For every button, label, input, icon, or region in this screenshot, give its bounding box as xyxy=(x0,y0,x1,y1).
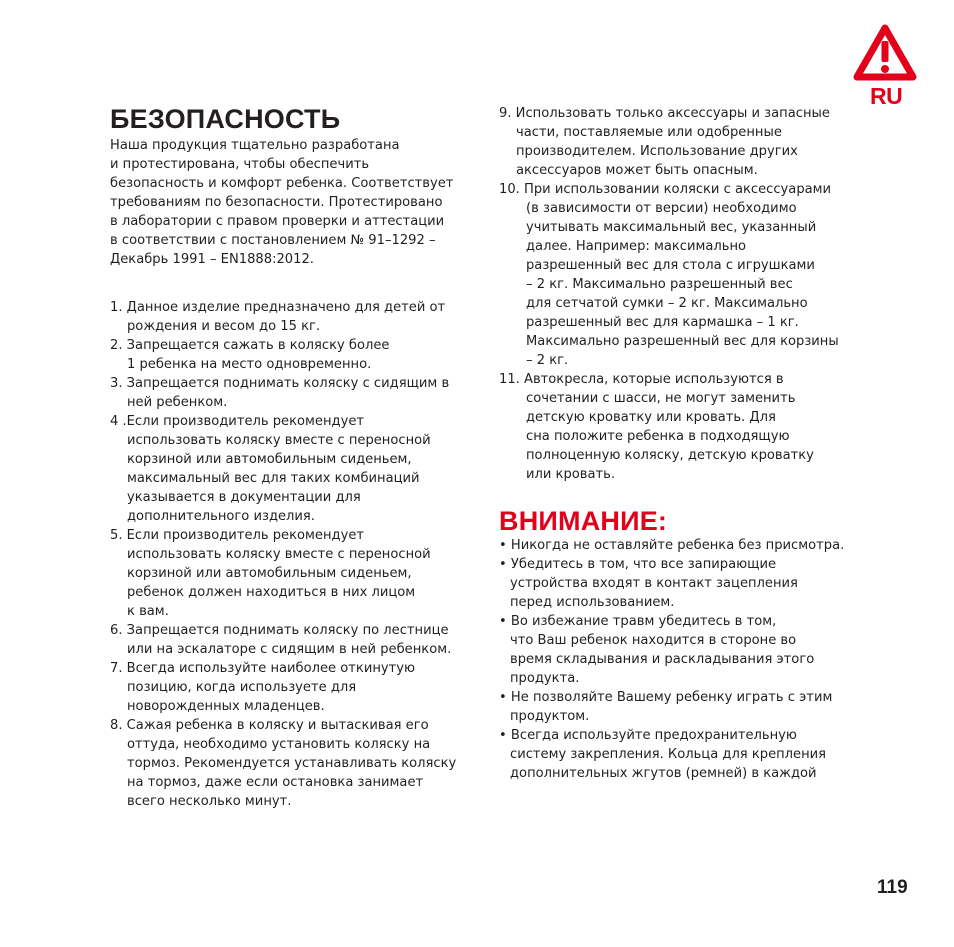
warning-text: продукта. xyxy=(510,671,580,686)
item-text: всего несколько минут. xyxy=(127,794,292,809)
item-text: корзиной или автомобильным сиденьем, xyxy=(127,452,412,467)
warning-triangle-icon xyxy=(852,22,918,84)
bullet-dot: • xyxy=(499,690,507,705)
safety-item xyxy=(110,298,470,336)
item-text: корзиной или автомобильным сиденьем, xyxy=(127,566,412,581)
safety-item xyxy=(110,412,470,526)
item-text: рождения и весом до 15 кг. xyxy=(127,319,321,334)
safety-item xyxy=(110,336,470,374)
safety-item xyxy=(499,370,864,484)
safety-item-first-line xyxy=(110,659,470,678)
warning-title: ВНИМАНИЕ: xyxy=(499,506,668,536)
item-text: Сажая ребенка в коляску и вытаскивая его xyxy=(126,718,429,733)
safety-item xyxy=(499,180,864,370)
item-text: тормоз. Рекомендуется устанавливать коляску xyxy=(127,756,457,771)
item-text: Максимально разрешенный вес для корзины xyxy=(526,334,839,349)
warning-text: перед использованием. xyxy=(510,595,675,610)
warning-text: что Ваш ребенок находится в стороне во xyxy=(510,633,797,648)
item-text: использовать коляску вместе с переносной xyxy=(127,433,431,448)
warning-list xyxy=(499,536,864,783)
bullet-dot: • xyxy=(499,728,507,743)
bullet-dot: • xyxy=(499,614,507,629)
safety-item-first-line xyxy=(499,370,864,389)
item-text: оттуда, необходимо установить коляску на xyxy=(127,737,431,752)
item-text: максимальный вес для таких комбинаций xyxy=(127,471,420,486)
item-text: разрешенный вес для кармашка – 1 кг. xyxy=(526,315,799,330)
item-number: 10. xyxy=(499,182,524,197)
item-text: ребенок должен находиться в них лицом xyxy=(127,585,416,600)
warning-item-first-line xyxy=(499,726,864,745)
warning-text: дополнительных жгутов (ремней) в каждой xyxy=(510,766,817,781)
item-text: или на эскалаторе с сидящим в ней ребенком. xyxy=(127,642,452,657)
safety-item-first-line xyxy=(499,180,864,199)
item-text: Запрещается поднимать коляску по лестнице xyxy=(126,623,449,638)
safety-item xyxy=(110,374,470,412)
safety-item xyxy=(110,716,470,811)
item-text: 1 ребенка на место одновременно. xyxy=(127,357,372,372)
safety-item xyxy=(499,104,864,180)
safety-list-left xyxy=(110,298,470,811)
bullet-dot: • xyxy=(499,538,507,553)
item-text: к вам. xyxy=(127,604,169,619)
item-number: 8. xyxy=(110,718,127,733)
safety-item xyxy=(110,621,470,659)
intro-line: Наша продукция тщательно разработана xyxy=(110,138,400,153)
warning-item xyxy=(499,726,864,783)
item-text: Использовать только аксессуары и запасные xyxy=(515,106,830,121)
safety-item xyxy=(110,659,470,716)
item-text: указывается в документации для xyxy=(127,490,361,505)
safety-intro xyxy=(110,136,470,269)
item-text: дополнительного изделия. xyxy=(127,509,315,524)
safety-item-first-line xyxy=(110,412,470,431)
intro-line: в соответствии с постановлением № 91–1292 – xyxy=(110,233,436,248)
intro-line: требованиям по безопасности. Протестировано xyxy=(110,195,443,210)
item-number: 2. xyxy=(110,338,127,353)
item-text: производителем. Использование других xyxy=(516,144,798,159)
warning-item xyxy=(499,555,864,612)
safety-item-first-line xyxy=(110,526,470,545)
warning-item-first-line xyxy=(499,688,864,707)
item-number: 9. xyxy=(499,106,516,121)
safety-item-first-line xyxy=(110,374,470,393)
item-text: (в зависимости от версии) необходимо xyxy=(526,201,797,216)
intro-line: безопасность и комфорт ребенка. Соответствует xyxy=(110,176,454,191)
item-text: позицию, когда используете для xyxy=(127,680,357,695)
safety-item-first-line xyxy=(499,104,864,123)
safety-list-right xyxy=(499,104,864,484)
warning-item xyxy=(499,536,864,555)
warning-item xyxy=(499,688,864,726)
item-text: – 2 кг. xyxy=(526,353,569,368)
item-number: 1. xyxy=(110,300,127,315)
safety-item xyxy=(110,526,470,621)
warning-text: Во избежание травм убедитесь в том, xyxy=(506,614,777,629)
item-text: Запрещается сажать в коляску более xyxy=(126,338,390,353)
item-number: 3. xyxy=(110,376,127,391)
item-text: Автокресла, которые используются в xyxy=(524,372,784,387)
item-text: Всегда используйте наиболее откинутую xyxy=(126,661,416,676)
item-text: использовать коляску вместе с переносной xyxy=(127,547,431,562)
item-text: сочетании с шасси, не могут заменить xyxy=(526,391,796,406)
item-number: 5. xyxy=(110,528,127,543)
warning-item xyxy=(499,612,864,688)
item-text: полноценную коляску, детскую кроватку xyxy=(526,448,814,463)
warning-text: Убедитесь в том, что все запирающие xyxy=(506,557,777,572)
safety-item-first-line xyxy=(110,716,470,735)
safety-item-first-line xyxy=(110,298,470,317)
item-text: новорожденных младенцев. xyxy=(127,699,325,714)
item-text: Если производитель рекомендует xyxy=(126,414,365,429)
intro-line: в лаборатории с правом проверки и аттестации xyxy=(110,214,445,229)
warning-text: время складывания и раскладывания этого xyxy=(510,652,815,667)
item-text: При использовании коляски с аксессуарами xyxy=(524,182,832,197)
warning-text: Никогда не оставляйте ребенка без присмотра. xyxy=(506,538,845,553)
warning-text: устройства входят в контакт зацепления xyxy=(510,576,798,591)
item-text: разрешенный вес для стола с игрушками xyxy=(526,258,815,273)
item-text: на тормоз, даже если остановка занимает xyxy=(127,775,424,790)
item-text: Запрещается поднимать коляску с сидящим в xyxy=(126,376,450,391)
safety-item-first-line xyxy=(110,336,470,355)
bullet-dot: • xyxy=(499,557,507,572)
page-number: 119 xyxy=(877,877,908,898)
item-text: – 2 кг. Максимально разрешенный вес xyxy=(526,277,793,292)
left-column xyxy=(110,104,470,811)
item-text: Данное изделие предназначено для детей от xyxy=(126,300,446,315)
right-column xyxy=(499,104,864,783)
language-code: RU xyxy=(870,83,903,109)
item-text: далее. Например: максимально xyxy=(526,239,747,254)
safety-title: БЕЗОПАСНОСТЬ xyxy=(110,104,341,134)
item-text: учитывать максимальный вес, указанный xyxy=(526,220,817,235)
intro-line: и протестирована, чтобы обеспечить xyxy=(110,157,370,172)
warning-item-first-line xyxy=(499,555,864,574)
item-text: детскую кроватку или кровать. Для xyxy=(526,410,776,425)
intro-line: Декабрь 1991 – EN1888:2012. xyxy=(110,252,314,267)
item-text: для сетчатой сумки – 2 кг. Максимально xyxy=(526,296,808,311)
item-text: сна положите ребенка в подходящую xyxy=(526,429,790,444)
item-number: 6. xyxy=(110,623,127,638)
warning-text: Всегда используйте предохранительную xyxy=(506,728,797,743)
item-text: части, поставляемые или одобренные xyxy=(516,125,782,140)
warning-item-first-line xyxy=(499,536,864,555)
warning-item-first-line xyxy=(499,612,864,631)
item-number: 7. xyxy=(110,661,127,676)
item-text: аксессуаров может быть опасным. xyxy=(516,163,758,178)
item-text: Если производитель рекомендует xyxy=(126,528,365,543)
safety-item-first-line xyxy=(110,621,470,640)
warning-text: продуктом. xyxy=(510,709,590,724)
warning-text: систему закрепления. Кольца для крепления xyxy=(510,747,827,762)
warning-text: Не позволяйте Вашему ребенку играть с этим xyxy=(506,690,833,705)
item-text: или кровать. xyxy=(526,467,616,482)
item-text: ней ребенком. xyxy=(127,395,228,410)
item-number: 4 . xyxy=(110,414,127,429)
item-number: 11. xyxy=(499,372,524,387)
